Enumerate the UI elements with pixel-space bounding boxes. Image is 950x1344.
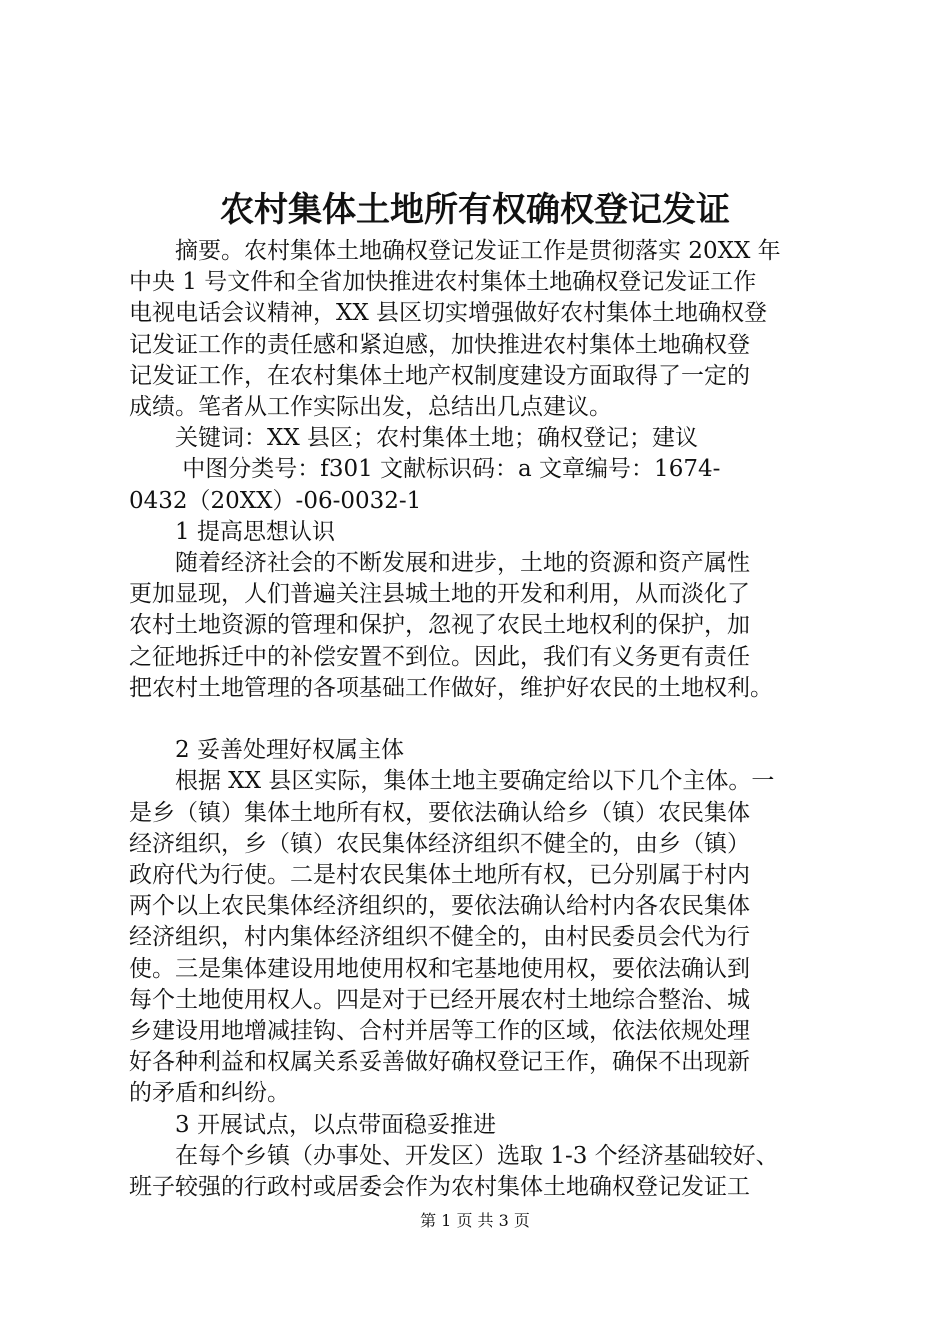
body-line: 两个以上农民集体经济组织的，要依法确认给村内各农民集体 bbox=[129, 893, 750, 920]
body-line: 是乡（镇）集体土地所有权，要依法确认给乡（镇）农民集体 bbox=[129, 799, 750, 826]
body-line: 把农村土地管理的各项基础工作做好，维护好农民的土地权利。 bbox=[129, 674, 773, 701]
body-line: 政府代为行使。二是村农民集体土地所有权，已分别属于村内 bbox=[129, 862, 750, 888]
body-line: 更加显现，人们普遍关注县城土地的开发和利用，从而淡化了 bbox=[129, 581, 750, 608]
document-title: 农村集体土地所有权确权登记发证 bbox=[220, 190, 730, 230]
body-line: 使。三是集体建设用地使用权和宅基地使用权，要依法确认到 bbox=[129, 955, 750, 982]
body-line: 乡建设用地增减挂钩、合村并居等工作的区域，依法依规处理 bbox=[129, 1018, 750, 1044]
body-line: 中图分类号：f301 文献标识码：a 文章编号：1674- bbox=[129, 456, 721, 483]
body-line: 随着经济社会的不断发展和进步，土地的资源和资产属性 bbox=[129, 550, 750, 576]
body-line: 经济组织，村内集体经济组织不健全的，由村民委员会代为行 bbox=[129, 924, 750, 951]
body-line: 经济组织，乡（镇）农民集体经济组织不健全的，由乡（镇） bbox=[129, 830, 750, 857]
body-line: 记发证工作的责任感和紧迫感，加快推进农村集体土地确权登 bbox=[129, 331, 750, 358]
body-line: 记发证工作，在农村集体土地产权制度建设方面取得了一定的 bbox=[129, 362, 750, 389]
body-line: 农村土地资源的管理和保护，忽视了农民土地权利的保护，加 bbox=[129, 612, 750, 639]
body-line: 班子较强的行政村或居委会作为农村集体土地确权登记发证工 bbox=[129, 1174, 750, 1200]
body-line: 3 开展试点，以点带面稳妥推进 bbox=[129, 1111, 496, 1138]
body-line: 1 提高思想认识 bbox=[129, 518, 335, 545]
body-line: 成绩。笔者从工作实际出发，总结出几点建议。 bbox=[129, 394, 612, 420]
body-line: 每个土地使用权人。四是对于已经开展农村土地综合整治、城 bbox=[129, 986, 750, 1013]
body-line: 好各种利益和权属关系妥善做好确权登记王作，确保不出现新 bbox=[129, 1049, 750, 1076]
body-line: 根据 XX 县区实际，集体土地主要确定给以下几个主体。一 bbox=[129, 768, 775, 795]
body-line: 在每个乡镇（办事处、开发区）选取 1-3 个经济基础较好、 bbox=[129, 1142, 779, 1169]
body-line: 中央 1 号文件和全省加快推进农村集体土地确权登记发证工作 bbox=[129, 269, 757, 296]
body-line: 电视电话会议精神，XX 县区切实增强做好农村集体土地确权登 bbox=[129, 300, 768, 327]
body-line: 关键词：XX 县区；农村集体土地；确权登记；建议 bbox=[129, 425, 699, 452]
body-line: 之征地拆迁中的补偿安置不到位。因此，我们有义务更有责任 bbox=[129, 643, 750, 670]
body-line: 的矛盾和纠纷。 bbox=[129, 1080, 290, 1107]
body-line: 0432（20XX）-06-0032-1 bbox=[129, 487, 422, 514]
body-line: 2 妥善处理好权属主体 bbox=[129, 737, 404, 764]
body-line: 摘要。农村集体土地确权登记发证工作是贯彻落实 20XX 年 bbox=[129, 238, 781, 264]
page-footer: 第 1 页 共 3 页 bbox=[420, 1211, 530, 1230]
